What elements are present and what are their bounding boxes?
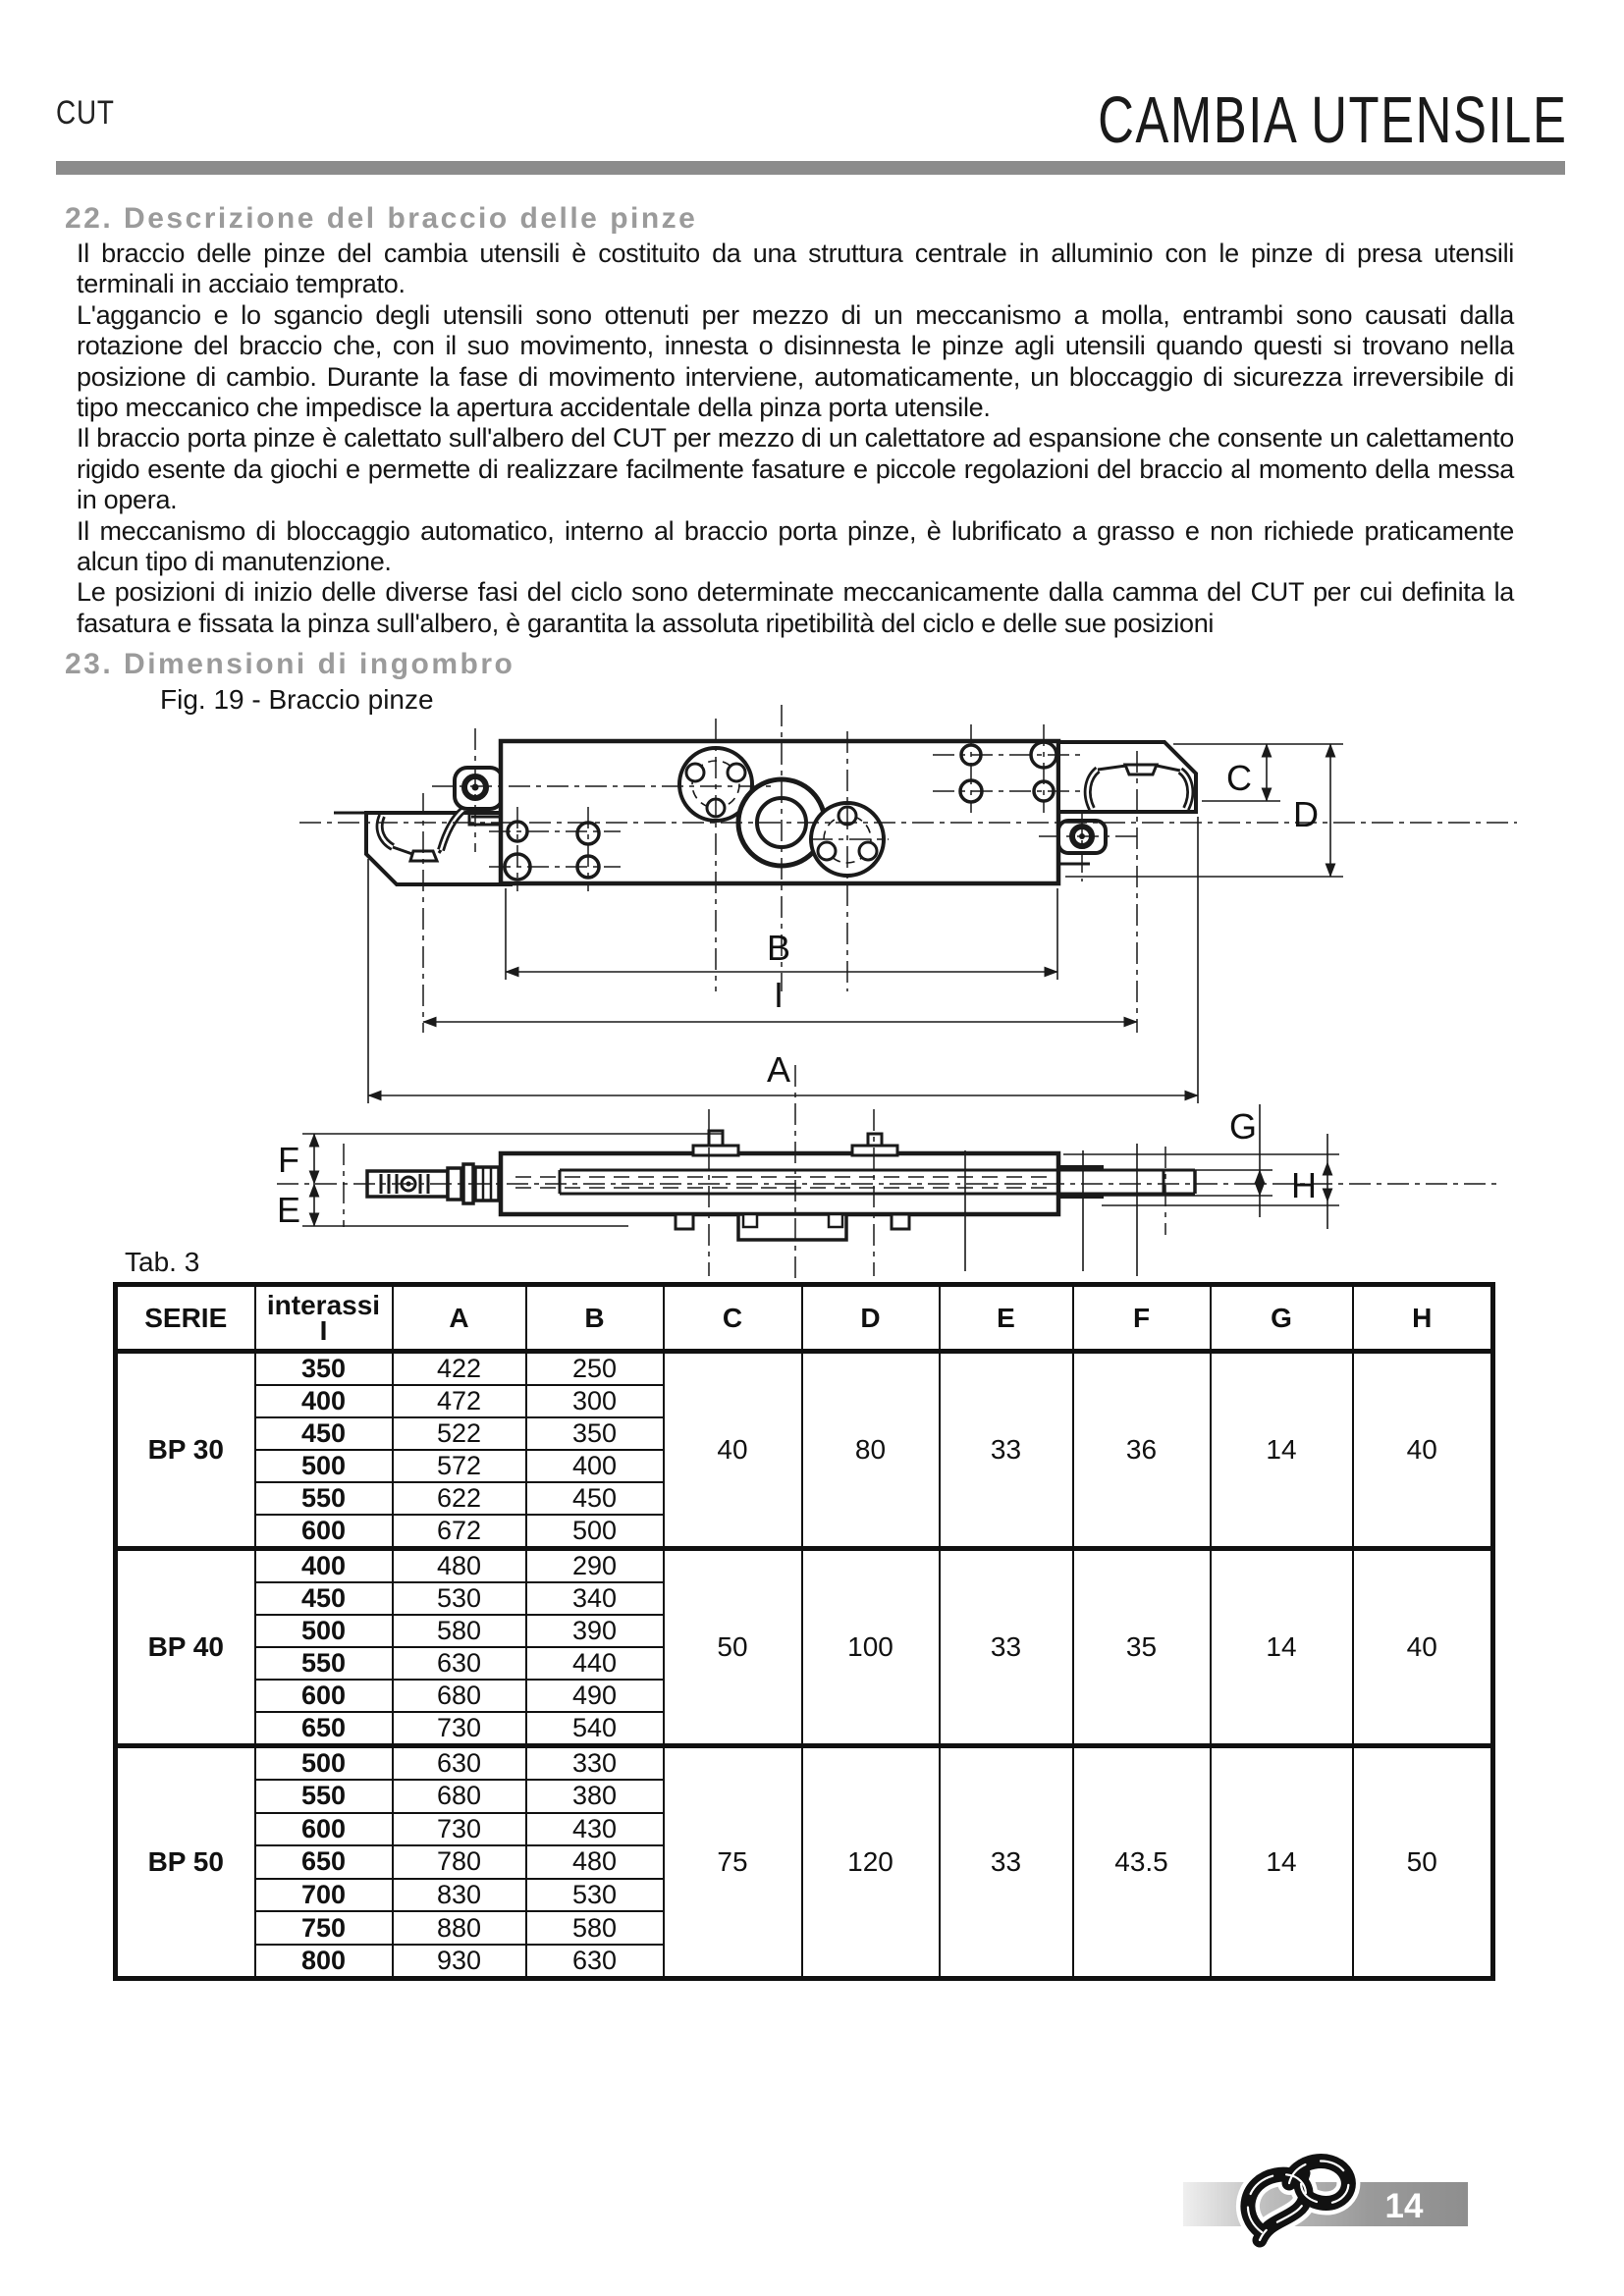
table-cell: 40 bbox=[1353, 1549, 1493, 1746]
header-divider-bar bbox=[56, 161, 1565, 175]
table-cell: 430 bbox=[526, 1813, 664, 1846]
col-header-interassi: interassi I bbox=[255, 1285, 393, 1352]
table-cell: 730 bbox=[393, 1813, 526, 1846]
table-cell: 340 bbox=[526, 1582, 664, 1615]
col-header-f: F bbox=[1073, 1285, 1211, 1352]
table-cell: 480 bbox=[526, 1845, 664, 1879]
col-header-e: E bbox=[940, 1285, 1073, 1352]
table-cell: 540 bbox=[526, 1712, 664, 1746]
table-cell: 500 bbox=[526, 1515, 664, 1549]
table-cell: 572 bbox=[393, 1450, 526, 1482]
table-group-bp50 bbox=[116, 1746, 1493, 1979]
table-cell: 350 bbox=[255, 1352, 393, 1386]
table-cell: 622 bbox=[393, 1482, 526, 1515]
table-cell: 422 bbox=[393, 1352, 526, 1386]
table-cell: 250 bbox=[526, 1352, 664, 1386]
table-cell: 400 bbox=[255, 1549, 393, 1583]
table-cell: 750 bbox=[255, 1911, 393, 1945]
table-cell: 630 bbox=[393, 1746, 526, 1781]
table-cell: 440 bbox=[526, 1647, 664, 1680]
table-cell: 680 bbox=[393, 1780, 526, 1813]
technical-drawing-figure bbox=[147, 703, 1551, 1292]
table-cell: 40 bbox=[664, 1352, 802, 1549]
section-22-heading: 22. Descrizione del braccio delle pinze bbox=[65, 202, 698, 235]
table-cell: 80 bbox=[802, 1352, 940, 1549]
paragraph: Il braccio delle pinze del cambia utensili è costituito da una struttura centrale in alluminio con le pinze di presa utensili terminali in acciaio temprato. bbox=[77, 239, 1514, 299]
doc-code: CUT bbox=[56, 94, 115, 132]
table-cell: 480 bbox=[393, 1549, 526, 1583]
table-row bbox=[116, 1746, 1493, 1781]
table-cell: 550 bbox=[255, 1647, 393, 1680]
paragraph: L'aggancio e lo sgancio degli utensili sono ottenuti per mezzo di un meccanismo a molla, entrambi sono causati dalla rotazione del braccio che, con il suo movimento, innesta o disinnesta le pinze agli utensili quando questi si trovano nella posizione di cambio. Durante la fase di movimento interviene, automaticamente, un bloccaggio di sicurezza irreversibile di tipo meccanico che impedisce la apertura accidentale della pinza porta utensile. bbox=[77, 299, 1514, 423]
table-cell: BP 40 bbox=[116, 1549, 255, 1746]
table-cell: 100 bbox=[802, 1549, 940, 1746]
col-header-d: D bbox=[802, 1285, 940, 1352]
table-group-bp40 bbox=[116, 1549, 1493, 1746]
dimensions-table bbox=[113, 1282, 1495, 1981]
table-cell: 290 bbox=[526, 1549, 664, 1583]
table-row bbox=[116, 1549, 1493, 1583]
col-header-serie: SERIE bbox=[116, 1285, 255, 1352]
table-label: Tab. 3 bbox=[125, 1247, 200, 1277]
dim-label-b: B bbox=[766, 928, 791, 968]
dim-label-d: D bbox=[1293, 794, 1319, 834]
table-cell: 580 bbox=[526, 1911, 664, 1945]
table-cell: 450 bbox=[526, 1482, 664, 1515]
table-cell: 36 bbox=[1073, 1352, 1211, 1549]
gripper-arm-drawing bbox=[147, 703, 1551, 1292]
section-23-heading: 23. Dimensioni di ingombro bbox=[65, 648, 515, 680]
table-cell: 400 bbox=[526, 1450, 664, 1482]
table-cell: 530 bbox=[526, 1879, 664, 1912]
table-cell: 35 bbox=[1073, 1549, 1211, 1746]
col-header-h: H bbox=[1353, 1285, 1493, 1352]
table-cell: 600 bbox=[255, 1813, 393, 1846]
table-cell: 672 bbox=[393, 1515, 526, 1549]
table-cell: 75 bbox=[664, 1746, 802, 1979]
table-cell: 830 bbox=[393, 1879, 526, 1912]
table-group-bp30 bbox=[116, 1352, 1493, 1549]
table-cell: 730 bbox=[393, 1712, 526, 1746]
table-cell: 472 bbox=[393, 1385, 526, 1417]
table-cell: 930 bbox=[393, 1945, 526, 1979]
dim-label-a: A bbox=[766, 1049, 791, 1090]
page-number: 14 bbox=[1384, 2187, 1424, 2225]
figure-caption: Fig. 19 - Braccio pinze bbox=[160, 684, 434, 715]
table-cell: 330 bbox=[526, 1746, 664, 1781]
col-header-c: C bbox=[664, 1285, 802, 1352]
table-cell: BP 50 bbox=[116, 1746, 255, 1979]
table-cell: 50 bbox=[664, 1549, 802, 1746]
table-cell: 50 bbox=[1353, 1746, 1493, 1979]
page-title: CAMBIA UTENSILE bbox=[1097, 83, 1567, 157]
table-header-row bbox=[116, 1285, 1493, 1352]
table-cell: 300 bbox=[526, 1385, 664, 1417]
table-cell: 700 bbox=[255, 1879, 393, 1912]
table-cell: 490 bbox=[526, 1680, 664, 1712]
table-cell: 600 bbox=[255, 1680, 393, 1712]
table-cell: 550 bbox=[255, 1482, 393, 1515]
table-cell: 500 bbox=[255, 1746, 393, 1781]
table-cell: 880 bbox=[393, 1911, 526, 1945]
table-cell: 33 bbox=[940, 1352, 1073, 1549]
table-cell: 40 bbox=[1353, 1352, 1493, 1549]
paragraph: Il braccio porta pinze è calettato sull'albero del CUT per mezzo di un calettatore ad espansione che consente un calettamento rigido esente da giochi e permette di realizzare facilmente fasature e piccole regolazioni del braccio al momento della messa in opera. bbox=[77, 423, 1514, 515]
paragraph: Le posizioni di inizio delle diverse fasi del ciclo sono determinate meccanicamente dalla camma del CUT per cui definita la fasatura e fissata la pinza sull'albero, è garantita la assoluta ripetibilità del ciclo e delle sue posizioni bbox=[77, 577, 1514, 638]
table-cell: 400 bbox=[255, 1385, 393, 1417]
table-cell: 500 bbox=[255, 1450, 393, 1482]
table-cell: 14 bbox=[1211, 1549, 1353, 1746]
dim-label-e: E bbox=[276, 1190, 301, 1230]
table-cell: 680 bbox=[393, 1680, 526, 1712]
table-cell: 14 bbox=[1211, 1352, 1353, 1549]
table-cell: 650 bbox=[255, 1712, 393, 1746]
col-header-g: G bbox=[1211, 1285, 1353, 1352]
section-22-body bbox=[77, 239, 1514, 639]
table-cell: 800 bbox=[255, 1945, 393, 1979]
dim-label-g: G bbox=[1228, 1106, 1258, 1147]
paragraph: Il meccanismo di bloccaggio automatico, interno al braccio porta pinze, è lubrificato a grasso e non richiede praticamente alcun tipo di manutenzione. bbox=[77, 515, 1514, 577]
dim-label-c: C bbox=[1226, 758, 1252, 798]
table-cell: 550 bbox=[255, 1780, 393, 1813]
table-cell: 33 bbox=[940, 1746, 1073, 1979]
table-cell: 530 bbox=[393, 1582, 526, 1615]
table-cell: 500 bbox=[255, 1615, 393, 1647]
dim-label-f: F bbox=[278, 1140, 299, 1180]
table-cell: 650 bbox=[255, 1845, 393, 1879]
table-cell: 43.5 bbox=[1073, 1746, 1211, 1979]
dim-label-i: I bbox=[773, 975, 785, 1015]
brand-logo-icon bbox=[1232, 2146, 1370, 2256]
table-cell: 390 bbox=[526, 1615, 664, 1647]
table-cell: 350 bbox=[526, 1417, 664, 1450]
table-cell: 380 bbox=[526, 1780, 664, 1813]
col-header-a: A bbox=[393, 1285, 526, 1352]
table-cell: 630 bbox=[526, 1945, 664, 1979]
table-cell: 522 bbox=[393, 1417, 526, 1450]
table-cell: 600 bbox=[255, 1515, 393, 1549]
table-cell: 580 bbox=[393, 1615, 526, 1647]
table-cell: 33 bbox=[940, 1549, 1073, 1746]
table-cell: 120 bbox=[802, 1746, 940, 1979]
table-cell: 450 bbox=[255, 1417, 393, 1450]
table-cell: 630 bbox=[393, 1647, 526, 1680]
table-cell: 14 bbox=[1211, 1746, 1353, 1979]
col-header-b: B bbox=[526, 1285, 664, 1352]
table-row bbox=[116, 1352, 1493, 1386]
table-cell: BP 30 bbox=[116, 1352, 255, 1549]
table-cell: 450 bbox=[255, 1582, 393, 1615]
table-cell: 780 bbox=[393, 1845, 526, 1879]
dim-label-h: H bbox=[1291, 1165, 1317, 1205]
